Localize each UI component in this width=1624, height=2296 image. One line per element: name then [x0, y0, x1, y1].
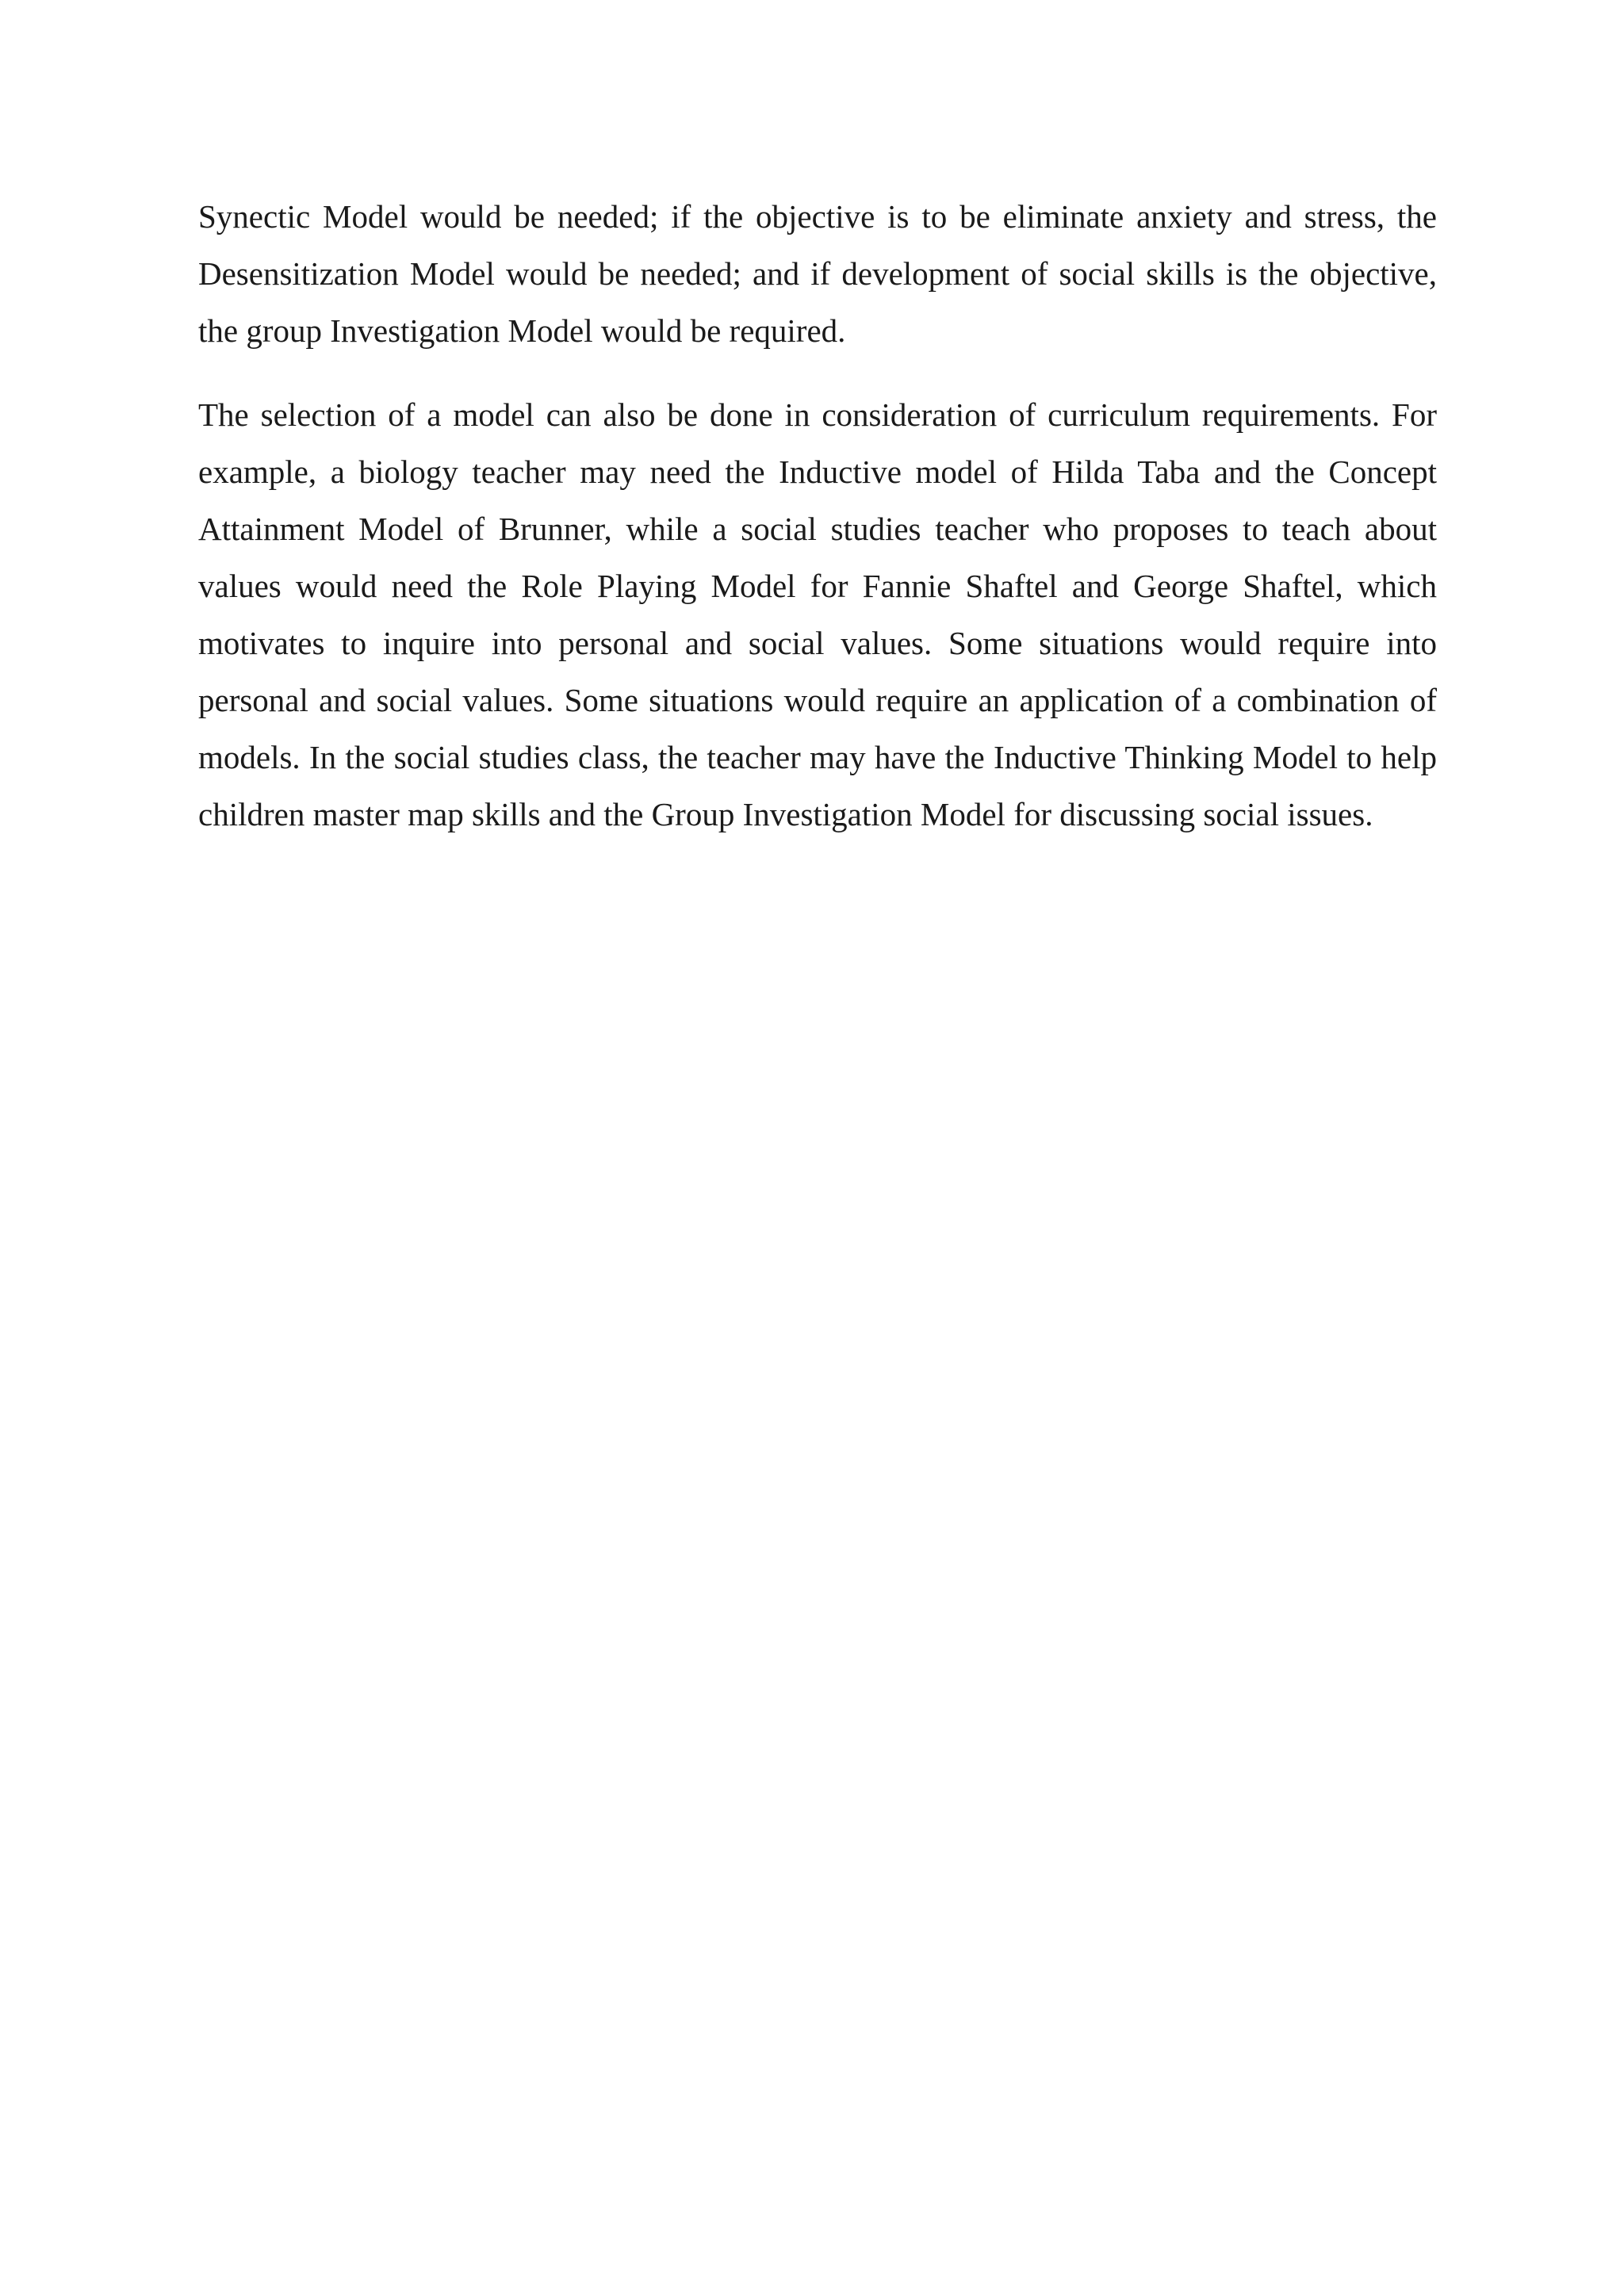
document-body: [198, 188, 1437, 843]
paragraph-1: Synectic Model would be needed; if the objective is to be eliminate anxiety and stress, the Desensitization Model would be needed; and if development of social skills is the objective, the group Investigation Model would be required.: [198, 198, 1437, 349]
paragraph-2: The selection of a model can also be done in consideration of curriculum requirements. For example, a biology teacher may need the Inductive model of Hilda Taba and the Concept Attainment Model of Brunner, while a social studies teacher who proposes to teach about values would need the Role Playing Model for Fannie Shaftel and George Shaftel, which motivates to inquire into personal and social values. Some situations would require into personal and social values. Some situations would require an application of a combination of models. In the social studies class, the teacher may have the Inductive Thinking Model to help children master map skills and the Group Investigation Model for discussing social issues.: [198, 396, 1437, 832]
